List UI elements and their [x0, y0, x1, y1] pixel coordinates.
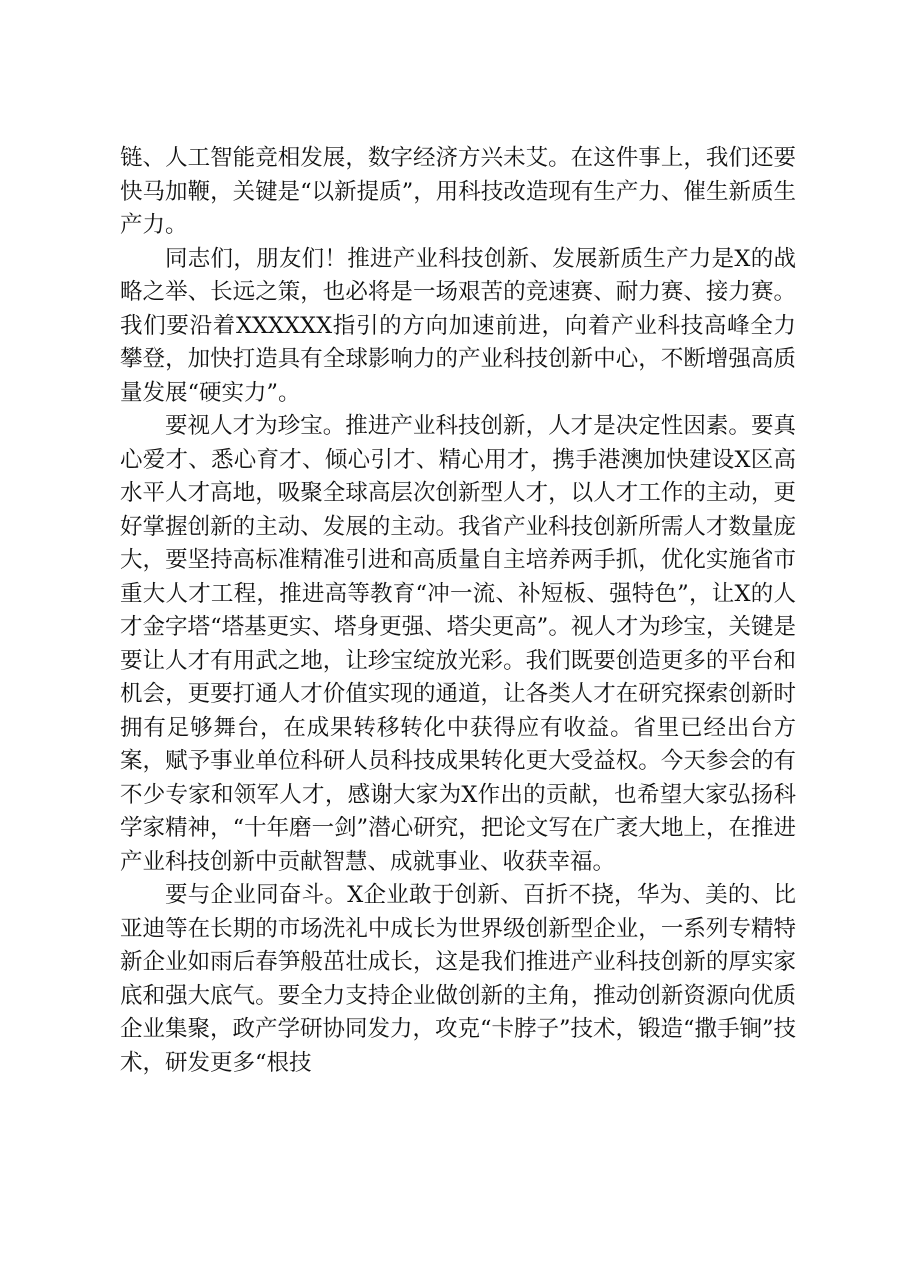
paragraph-1: 链、人工智能竞相发展，数字经济方兴未艾。在这件事上，我们还要快马加鞭，关键是“以新提质”，用科技改造现有生产力、催生新质生产力。: [120, 145, 796, 238]
document-body: [120, 142, 796, 1080]
paragraph-2: 同志们，朋友们！推进产业科技创新、发展新质生产力是X的战略之举、长远之策，也必将是一场艰苦的竞速赛、耐力赛、接力赛。我们要沿着XXXXXX指引的方向加速前进，向着产业科技高峰全力攀登，加快打造具有全球影响力的产业科技创新中心，不断增强高质量发展“硬实力”。: [120, 245, 796, 406]
paragraph-4: 要与企业同奋斗。X企业敢于创新、百折不挠，华为、美的、比亚迪等在长期的市场洗礼中成长为世界级创新型企业，一系列专精特新企业如雨后春笋般茁壮成长，这是我们推进产业科技创新的厚实家底和强大底气。要全力支持企业做创新的主角，推动创新资源向优质企业集聚，政产学研协同发力，攻克“卡脖子”技术，锻造“撒手锏”技术，研发更多“根技: [120, 882, 797, 1076]
paragraph-3: 要视人才为珍宝。推进产业科技创新，人才是决定性因素。要真心爱才、悉心育才、倾心引才、精心用才，携手港澳加快建设X区高水平人才高地，吸聚全球高层次创新型人才，以人才工作的主动，更好掌握创新的主动、发展的主动。我省产业科技创新所需人才数量庞大，要坚持高标准精准引进和高质量自主培养两手抓，优化实施省市重大人才工程，推进高等教育“冲一流、补短板、强特色”，让X的人才金字塔“塔基更实、塔身更强、塔尖更高”。视人才为珍宝，关键是要让人才有用武之地，让珍宝绽放光彩。我们既要创造更多的平台和机会，更要打通人才价值实现的通道，让各类人才在研究探索创新时拥有足够舞台，在成果转移转化中获得应有收益。省里已经出台方案，赋予事业单位科研人员科技成果转化更大受益权。今天参会的有不少专家和领军人才，感谢大家为X作出的贡献，也希望大家弘扬科学家精神，“十年磨一剑”潜心研究，把论文写在广袤大地上，在推进产业科技创新中贡献智慧、成就事业、收获幸福。: [120, 413, 796, 875]
